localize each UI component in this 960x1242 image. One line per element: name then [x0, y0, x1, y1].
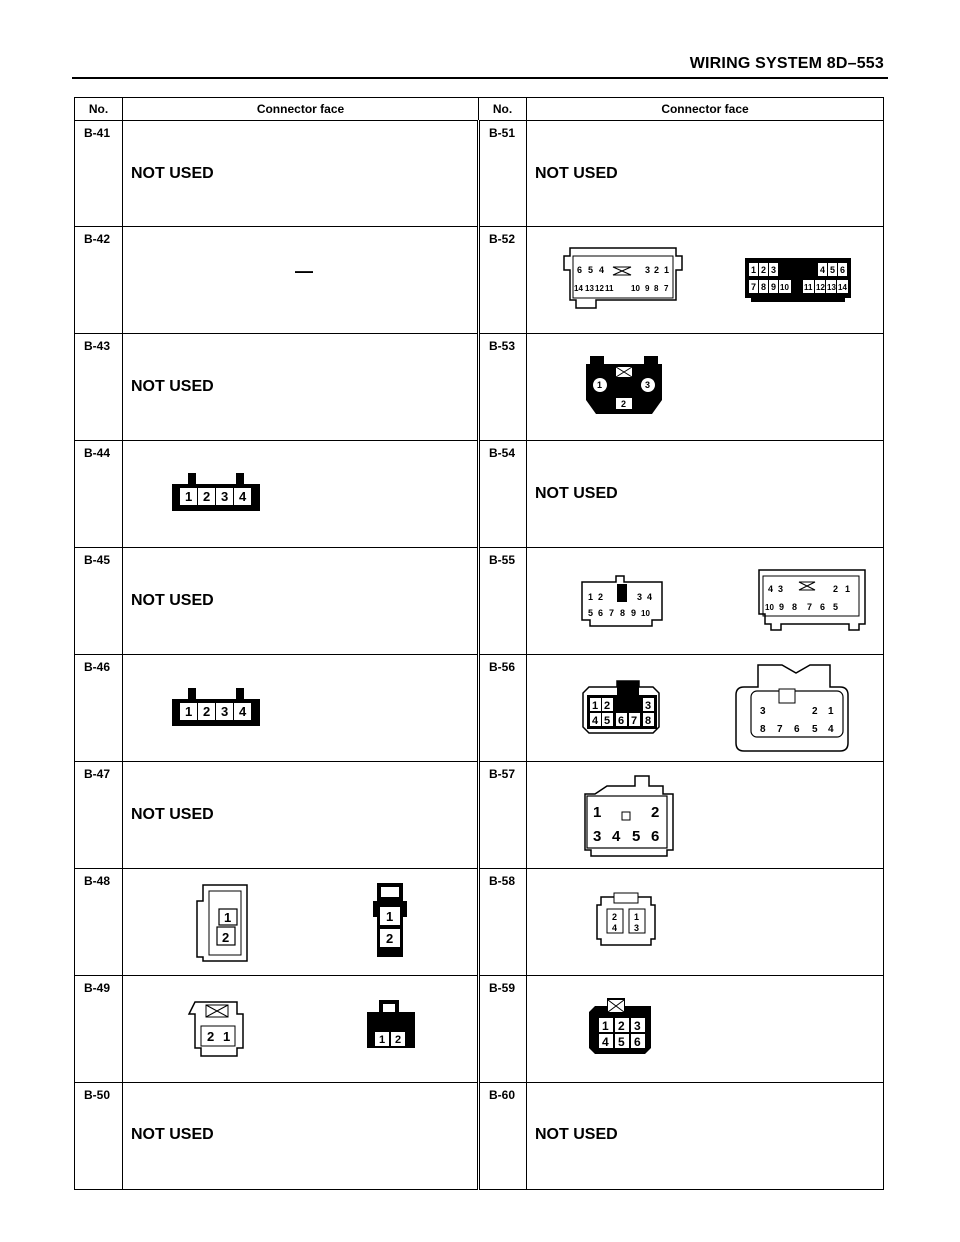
connector-face: [123, 976, 479, 1083]
pin-label: 7: [664, 284, 669, 293]
pin-label: 3: [637, 592, 643, 602]
not-used-label: NOT USED: [535, 1126, 618, 1143]
pin-label: 2: [612, 912, 618, 922]
connector-face: [123, 548, 479, 655]
connector-no: B-49: [75, 976, 123, 1083]
page-header: [72, 55, 888, 79]
connector-no: B-48: [75, 869, 123, 976]
pin-label: 13: [827, 283, 836, 292]
table-row: [75, 869, 884, 976]
pin-label: 4: [828, 724, 834, 735]
connector-b57-diagram: [527, 762, 884, 869]
pin-label: 5: [812, 724, 818, 735]
pin-label: 2: [203, 489, 211, 504]
pin-label: 4: [647, 592, 653, 602]
not-used-label: NOT USED: [131, 378, 214, 395]
pin-label: 14: [574, 284, 583, 293]
connector-face: [527, 976, 884, 1083]
pin-label: 2: [386, 931, 394, 946]
table-row: [75, 441, 884, 548]
pin-label: 11: [804, 283, 813, 292]
connector-b48-male-diagram: [123, 869, 479, 976]
table-row: [75, 548, 884, 655]
connector-face: [123, 655, 479, 762]
pin-label: 2: [833, 584, 839, 594]
pin-label: 1: [592, 700, 599, 712]
connector-no: B-56: [479, 655, 527, 762]
connector-no: B-51: [479, 121, 527, 227]
pin-label: 1: [751, 265, 757, 275]
connector-b58-diagram: [527, 869, 884, 976]
pin-label: 4: [820, 265, 826, 275]
pin-label: 10: [641, 609, 650, 618]
connector-no: B-52: [479, 227, 527, 334]
pin-label: 3: [593, 828, 602, 845]
pin-label: 6: [618, 715, 625, 727]
connector-face: [123, 334, 479, 441]
pin-label: 6: [598, 608, 604, 618]
connector-b44-diagram: [123, 441, 479, 548]
pin-label: 5: [833, 602, 839, 612]
pin-label: 2: [598, 592, 604, 602]
connector-b52-male-diagram: [527, 227, 884, 334]
pin-label: 9: [771, 282, 777, 292]
pin-label: 10: [631, 284, 640, 293]
pin-label: 7: [609, 608, 615, 618]
table-row: [75, 334, 884, 441]
not-used-label: NOT USED: [131, 165, 214, 182]
pin-label: 10: [780, 283, 789, 292]
connector-b49-male-diagram: [123, 976, 479, 1083]
pin-label: 8: [654, 284, 659, 293]
pin-label: 4: [612, 828, 621, 845]
pin-label: 13: [585, 284, 594, 293]
pin-label: 8: [792, 602, 798, 612]
pin-label: 2: [203, 704, 211, 719]
pin-label: 2: [621, 399, 627, 409]
col-header-connector-face: Connector face: [527, 98, 884, 121]
connector-face: [527, 441, 884, 548]
connector-face: [123, 869, 479, 976]
pin-label: 2: [618, 1019, 625, 1033]
connector-no: B-59: [479, 976, 527, 1083]
pin-label: 3: [634, 1019, 641, 1033]
connector-no: B-44: [75, 441, 123, 548]
not-used-label: NOT USED: [535, 165, 618, 182]
pin-label: 10: [765, 603, 774, 612]
pin-label: 1: [845, 584, 851, 594]
connector-no: B-42: [75, 227, 123, 334]
not-used-label: NOT USED: [535, 485, 618, 502]
pin-label: 2: [654, 265, 660, 275]
not-used-label: NOT USED: [131, 806, 214, 823]
connector-face: [123, 121, 479, 227]
connector-b59-diagram: [527, 976, 884, 1083]
pin-label: 3: [634, 923, 640, 933]
pin-label: 5: [618, 1035, 625, 1049]
pin-label: 4: [599, 265, 605, 275]
pin-label: 1: [224, 910, 232, 925]
connector-no: B-43: [75, 334, 123, 441]
connector-face: [527, 121, 884, 227]
pin-label: 5: [588, 265, 594, 275]
pin-label: 5: [632, 828, 641, 845]
connector-no: B-45: [75, 548, 123, 655]
connector-face: [123, 441, 479, 548]
connector-face: [527, 1083, 884, 1190]
pin-label: 4: [239, 489, 247, 504]
pin-label: 5: [830, 265, 836, 275]
connector-no: B-41: [75, 121, 123, 227]
pin-label: 2: [207, 1029, 215, 1044]
pin-label: 1: [185, 704, 193, 719]
pin-label: 9: [779, 602, 785, 612]
table-row: [75, 121, 884, 227]
table-row: [75, 1083, 884, 1190]
connector-face: [527, 762, 884, 869]
pin-label: 6: [634, 1035, 641, 1049]
pin-label: 7: [807, 602, 813, 612]
pin-label: 3: [221, 704, 229, 719]
pin-label: 8: [760, 724, 766, 735]
connector-b53-diagram: [527, 334, 884, 441]
connector-no: B-55: [479, 548, 527, 655]
pin-label: 6: [794, 724, 800, 735]
pin-label: 8: [761, 282, 767, 292]
pin-label: 1: [602, 1019, 609, 1033]
pin-label: 7: [631, 715, 638, 727]
pin-label: 6: [577, 265, 583, 275]
connector-face: [527, 655, 884, 762]
pin-label: 8: [620, 608, 626, 618]
connector-face: [527, 869, 884, 976]
pin-label: 12: [595, 284, 604, 293]
pin-label: 3: [778, 584, 784, 594]
connector-face: [123, 762, 479, 869]
connector-no: B-50: [75, 1083, 123, 1190]
pin-label: 3: [645, 700, 652, 712]
connector-no: B-53: [479, 334, 527, 441]
pin-label: 4: [239, 704, 247, 719]
page-title: WIRING SYSTEM 8D–553: [689, 55, 884, 72]
pin-label: 1: [588, 592, 594, 602]
connector-no: B-46: [75, 655, 123, 762]
connector-b56-female-diagram: [527, 655, 884, 762]
col-header-no: No.: [479, 98, 527, 121]
pin-label: 9: [645, 284, 650, 293]
table-row: [75, 227, 884, 334]
pin-label: 5: [604, 715, 611, 727]
connector-b46-diagram: [123, 655, 479, 762]
connector-no: B-47: [75, 762, 123, 869]
pin-label: 4: [602, 1035, 609, 1049]
table-row: [75, 762, 884, 869]
pin-label: 1: [379, 1034, 386, 1046]
pin-label: 3: [760, 706, 766, 717]
pin-label: 12: [816, 283, 825, 292]
pin-label: 1: [634, 912, 640, 922]
pin-label: 1: [664, 265, 670, 275]
pin-label: 4: [592, 715, 599, 727]
connector-face: [527, 227, 884, 334]
pin-label: 3: [771, 265, 777, 275]
pin-label: 9: [631, 608, 637, 618]
col-header-no: No.: [75, 98, 123, 121]
pin-label: 4: [612, 923, 618, 933]
connector-face: [123, 1083, 479, 1190]
pin-label: 5: [588, 608, 594, 618]
connector-table: [74, 97, 884, 1190]
connector-face: [527, 548, 884, 655]
pin-label: 7: [751, 282, 757, 292]
pin-label: 1: [185, 489, 193, 504]
pin-label: 1: [828, 706, 834, 717]
dash-label: —: [295, 261, 313, 281]
connector-face: [123, 227, 479, 334]
connector-no: B-57: [479, 762, 527, 869]
col-header-connector-face: Connector face: [123, 98, 479, 121]
pin-label: 2: [222, 930, 230, 945]
pin-label: 6: [840, 265, 846, 275]
pin-label: 1: [593, 804, 602, 821]
not-used-label: NOT USED: [131, 592, 214, 609]
pin-label: 2: [604, 700, 611, 712]
table-header-row: [75, 98, 884, 121]
connector-no: B-54: [479, 441, 527, 548]
connector-b55-female-diagram: [527, 548, 884, 655]
pin-label: 2: [651, 804, 660, 821]
pin-label: 1: [386, 909, 394, 924]
pin-label: 7: [777, 724, 783, 735]
pin-label: 3: [645, 380, 651, 390]
pin-label: 8: [645, 715, 652, 727]
table-row: [75, 655, 884, 762]
pin-label: 1: [223, 1029, 231, 1044]
pin-label: 3: [645, 265, 651, 275]
table-row: [75, 976, 884, 1083]
pin-label: 2: [812, 706, 818, 717]
pin-label: 2: [761, 265, 767, 275]
pin-label: 3: [221, 489, 229, 504]
connector-no: B-58: [479, 869, 527, 976]
connector-no: B-60: [479, 1083, 527, 1190]
pin-label: 14: [838, 283, 847, 292]
pin-label: 11: [605, 284, 614, 293]
not-used-label: NOT USED: [131, 1126, 214, 1143]
pin-label: 6: [820, 602, 826, 612]
pin-label: 2: [395, 1034, 402, 1046]
pin-label: 6: [651, 828, 660, 845]
connector-face: [527, 334, 884, 441]
pin-label: 4: [768, 584, 774, 594]
pin-label: 1: [597, 380, 603, 390]
